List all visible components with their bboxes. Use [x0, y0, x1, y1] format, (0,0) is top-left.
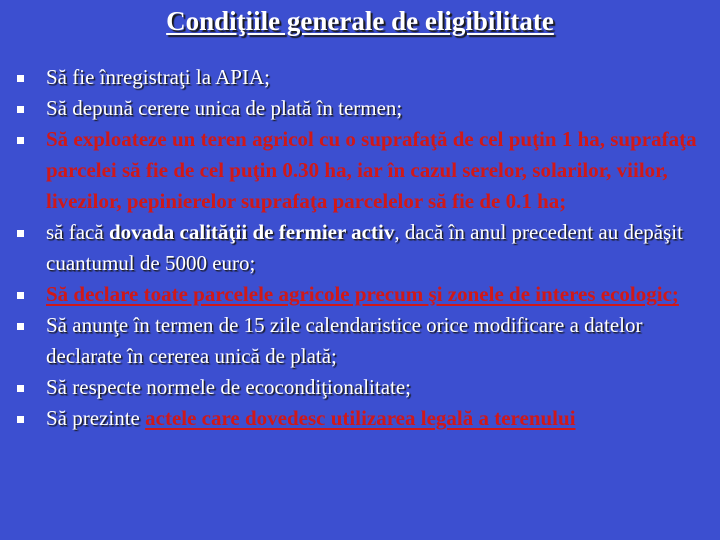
bullet-item-fermier-activ — [0, 217, 720, 279]
slide-title: Condiţiile generale de eligibilitate — [166, 6, 554, 36]
square-bullet-icon — [17, 230, 24, 237]
square-bullet-icon — [17, 106, 24, 113]
bullet-text: Să respecte normele de ecocondiţionalitate; — [46, 375, 412, 399]
bullet-item-apia — [0, 62, 720, 93]
bullet-text-suffix: , dacă în anul precedent au depăşit cuantumul de 5000 euro; — [46, 220, 683, 275]
bullet-text: Să declare toate parcelele agricole precum şi zonele de interes ecologic; — [46, 282, 679, 306]
bullet-text-prefix: Să prezinte — [46, 406, 146, 430]
bullet-text: Să exploateze un teren agricol cu o suprafaţă de cel puţin 1 ha, suprafaţa parcelei să fie de cel puţin 0.30 ha, iar în cazul serelor, solarilor, viilor, livezilor, pepinierelor suprafaţa parcelelor să fie de 0.1 ha; — [46, 127, 697, 213]
bullet-text-prefix: să facă — [46, 220, 109, 244]
bullet-text-red: actele care dovedesc utilizarea legală a terenului — [145, 406, 576, 430]
square-bullet-icon — [17, 75, 24, 82]
bullet-text-bold: dovada calităţii de fermier activ — [108, 220, 395, 244]
bullet-list — [0, 62, 720, 434]
bullet-item-modificare — [0, 310, 720, 372]
bullet-item-declare — [0, 279, 720, 310]
square-bullet-icon — [17, 323, 24, 330]
square-bullet-icon — [17, 416, 24, 423]
bullet-item-teren — [0, 124, 720, 217]
bullet-item-acte — [0, 403, 720, 434]
square-bullet-icon — [17, 292, 24, 299]
square-bullet-icon — [17, 385, 24, 392]
bullet-text: Să fie înregistraţi la APIA; — [46, 65, 270, 89]
bullet-text: Să anunţe în termen de 15 zile calendaristice orice modificare a datelor declarate în cererea unică de plată; — [46, 313, 643, 368]
bullet-item-ecoconditionalitate — [0, 372, 720, 403]
square-bullet-icon — [17, 137, 24, 144]
bullet-item-cerere — [0, 93, 720, 124]
bullet-text: Să depună cerere unica de plată în termen; — [46, 96, 403, 120]
